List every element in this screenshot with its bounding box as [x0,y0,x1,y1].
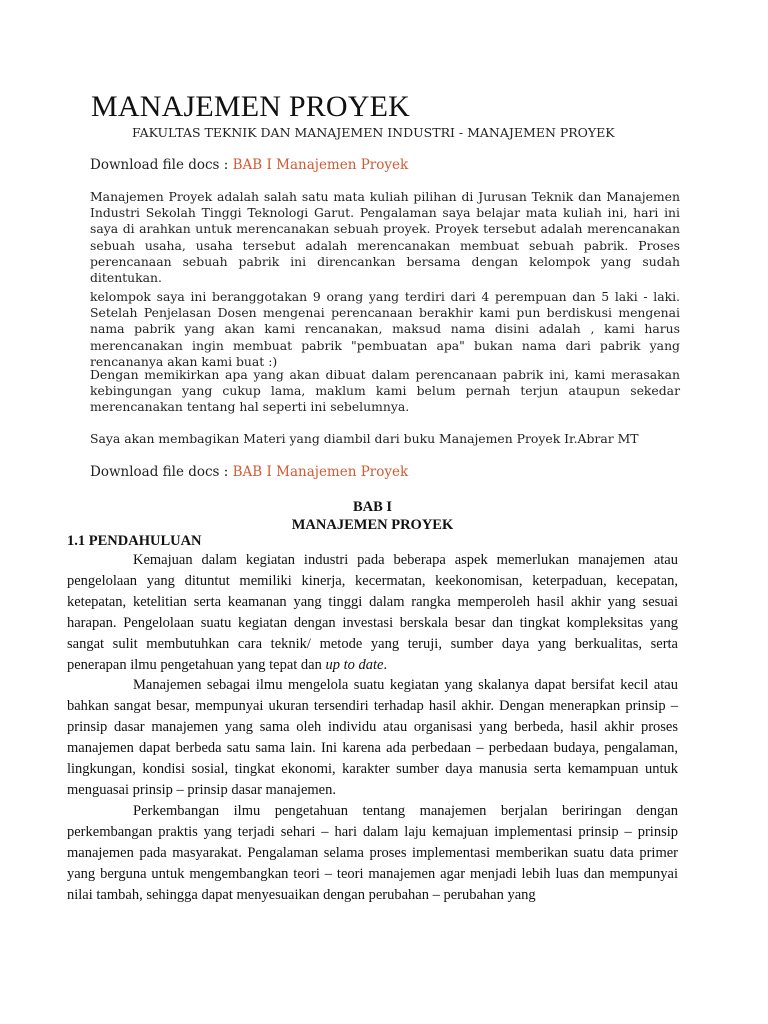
download-link-bottom[interactable]: BAB I Manajemen Proyek [232,464,409,480]
download-line-bottom [90,463,680,481]
download-link-top[interactable]: BAB I Manajemen Proyek [232,157,409,173]
chapter-body [67,550,678,905]
download-label: Download file docs : [90,464,229,480]
body-paragraph-text: Kemajuan dalam kegiatan industri pada beberapa aspek memerlukan manajemen atau pengelolaan yang dituntut memiliki kinerja, kecermatan, keekonomisan, keterpaduan, kecepatan, ketepatan, ketelitian serta keamanan yang tinggi dalam rangka memperoleh hasil akhir yang sesuai harapan. Pengelolaan suatu kegiatan dengan investasi berskala besar dan tingkat kompleksitas yang sangat sulit membutuhkan cara teknik/ metode yang teruji, sumber daya yang berkualitas, serta penerapan ilmu pengetahuan yang tepat dan [67,552,678,673]
chapter-heading [67,498,678,534]
body-paragraph [67,550,678,675]
download-line-top [90,156,680,174]
body-paragraph: Manajemen sebagai ilmu mengelola suatu kegiatan yang skalanya dapat bersifat kecil atau bahkan sangat besar, mempunyai ukuran tersendiri terhadap hasil akhir. Dengan menerapkan prinsip – prinsip dasar manajemen yang sama oleh individu atau organisasi yang berbeda, hasil akhir proses manajemen dapat berbeda satu sama lain. Ini karena ada perbedaan – perbedaan budaya, pengalaman, lingkungan, kondisi sosial, tingkat ekonomi, karakter sumber daya manusia serta kemampuan untuk menguasai prinsip – prinsip dasar manajemen. [67,677,678,798]
intro-paragraph: Manajemen Proyek adalah salah satu mata kuliah pilihan di Jurusan Teknik dan Manajemen Industri Sekolah Tinggi Teknologi Garut. Pengalaman saya belajar mata kuliah ini, hari ini saya di arahkan untuk merencanakan sebuah proyek. Proyek tersebut adalah merencanakan sebuah usaha, usaha tersebut adalah merencanakan membuat sebuah pabrik. Proses perencanaan sebuah pabrik ini direncankan bersama dengan kelompok yang sudah ditentukan. [90,189,680,286]
body-paragraph: Perkembangan ilmu pengetahuan tentang manajemen berjalan beriringan dengan perkembangan praktis yang terjadi sehari – hari dalam laju kemajuan implementasi prinsip – prinsip manajemen pada masyarakat. Pengalaman selama proses implementasi memberikan suatu data primer yang berguna untuk mengembangkan teori – teori manajemen agar menjadi lebih luas dan mempunyai nilai tambah, sehingga dapat menyesuaikan dengan perubahan – perubahan yang [67,802,678,903]
italic-term: up to date [325,656,384,673]
thinking-paragraph: Dengan memikirkan apa yang akan dibuat dalam perencanaan pabrik ini, kami merasakan kebingungan yang cukup lama, maklum kami belum pernah terjun ataupun sekedar merencanakan tentang hal seperti ini sebelumnya. [90,367,680,415]
page-title: MANAJEMEN PROYEK [91,90,411,123]
page-subtitle: FAKULTAS TEKNIK DAN MANAJEMEN INDUSTRI - MANAJEMEN PROYEK [132,125,615,140]
group-paragraph: kelompok saya ini beranggotakan 9 orang yang terdiri dari 4 perempuan dan 5 laki - laki. Setelah Penjelasan Dosen mengenai perencanaan berakhir kami pun berdiskusi mengenai nama pabrik yang akan kami rencanakan, maksud nama disini adalah , kami harus merencanakan ingin membuat pabrik "pembuatan apa" bukan nama dari pabrik yang rencananya akan kami buat :) [90,289,680,369]
download-label: Download file docs : [90,157,229,173]
chapter-title: MANAJEMEN PROYEK [291,517,454,533]
chapter-label: BAB I [352,499,393,515]
paragraph-period: . [383,656,388,673]
section-heading: 1.1 PENDAHULUAN [67,533,202,549]
sharing-paragraph: Saya akan membagikan Materi yang diambil dari buku Manajemen Proyek Ir.Abrar MT [90,431,639,446]
